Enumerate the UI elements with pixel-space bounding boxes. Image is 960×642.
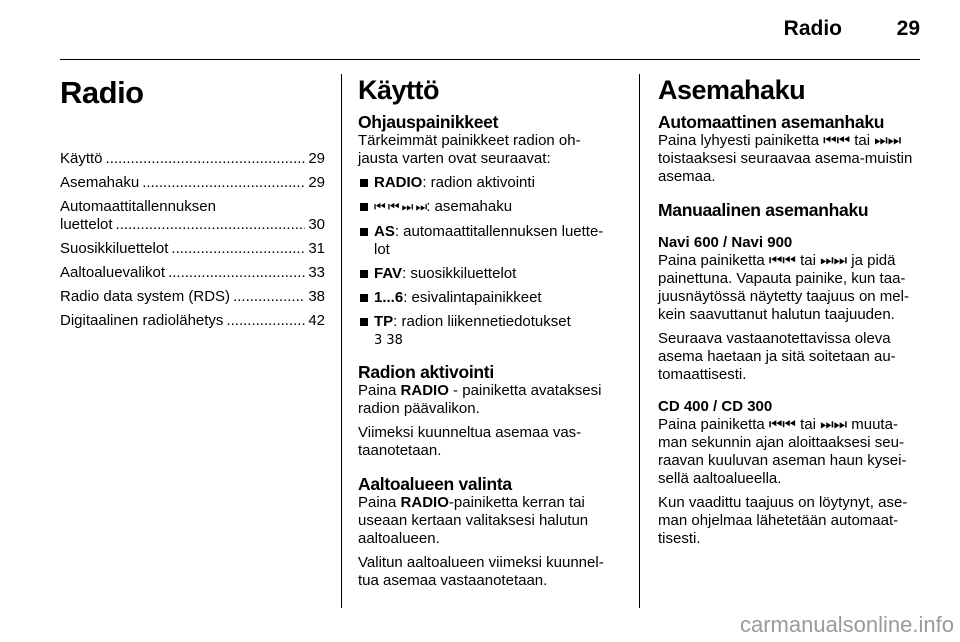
toc-leader [233, 288, 305, 306]
toc-label: Asemahaku [60, 174, 140, 191]
heading-cd: CD 400 / CD 300 [658, 398, 773, 415]
toc-page: 42 [308, 312, 325, 329]
bullet-icon [360, 179, 368, 187]
bullet-icon [360, 203, 368, 211]
list-item: RADIO: radion aktivointi [358, 174, 623, 192]
toc-label: Käyttö [60, 150, 103, 167]
column-divider-2 [639, 74, 640, 608]
toc-leader [106, 150, 306, 168]
column-usage [358, 74, 623, 590]
toc-label: Radio data system (RDS) [60, 288, 231, 305]
band-paragraph-2: Valitun aaltoalueen viimeksi kuunnel- tua asemaa vastaanotetaan. [358, 554, 604, 589]
list-item: ⏮ ⏮ ⏭ ⏭: asemahaku [358, 198, 623, 217]
bullet-icon [360, 318, 368, 326]
toc-leader [171, 240, 305, 258]
toc-entry[interactable] [60, 240, 325, 258]
heading-manual-search: Manuaalinen asemanhaku [658, 200, 869, 220]
watermark-text: carmanualsonline.info [739, 612, 954, 637]
page-header [0, 0, 960, 60]
navi-paragraph-1: Paina painiketta ⏮⏮ tai ⏭⏭ ja pidä painettuna. Vapauta painike, kun taa-juusnäytössä näytetty taajuus on mel-kein saavuttanut halutun taajuuden. [658, 252, 909, 323]
key-label: 1...6 [374, 289, 404, 306]
header-rule [60, 59, 920, 60]
toc-leader [116, 216, 306, 234]
auto-search-paragraph: Paina lyhyesti painiketta ⏮⏮ tai ⏭⏭ toistaaksesi seuraavaa asema-muistin asemaa. [658, 132, 913, 185]
column-station-search [658, 74, 923, 548]
column-divider-1 [341, 74, 342, 608]
page-reference-link[interactable]: 3 38 [374, 333, 403, 348]
section-title-search: Asemahaku [658, 75, 806, 105]
header-page-number: 29 [896, 17, 920, 40]
band-paragraph: Paina RADIO-painiketta kerran tai useaan kertaan valitaksesi halutun aaltoalueen. [358, 494, 589, 547]
controls-intro: Tärkeimmät painikkeet radion oh- jausta varten ovat seuraavat: [358, 132, 581, 167]
key-label: RADIO [374, 174, 423, 191]
cd-paragraph-2: Kun vaadittu taajuus on löytynyt, ase-man ohjelmaa lähetetään automaat-tisesti. [658, 494, 908, 547]
controls-list [358, 174, 623, 350]
toc-page: 33 [308, 264, 325, 281]
key-label: FAV [374, 265, 403, 282]
activate-paragraph: Paina RADIO - painiketta avataksesi radion päävalikon. [358, 382, 602, 417]
toc-entry[interactable] [60, 150, 325, 168]
heading-band: Aaltoalueen valinta [358, 474, 512, 494]
list-item: TP: radion liikennetiedotukset 3 38 [358, 313, 623, 350]
toc-entry[interactable] [60, 312, 325, 330]
table-of-contents [60, 150, 325, 330]
heading-auto-search: Automaattinen asemanhaku [658, 112, 885, 132]
chapter-title: Radio [60, 75, 144, 110]
list-item: 1...6: esivalintapainikkeet [358, 289, 623, 307]
toc-leader [226, 312, 305, 330]
toc-label: luettelot [60, 216, 113, 233]
seek-buttons-icon: ⏮ ⏮ ⏭ ⏭ [374, 200, 427, 215]
toc-label: Digitaalinen radiolähetys [60, 312, 224, 329]
bullet-icon [360, 294, 368, 302]
heading-activate: Radion aktivointi [358, 362, 494, 382]
toc-page: 30 [308, 216, 325, 233]
toc-entry[interactable] [60, 174, 325, 192]
heading-navi: Navi 600 / Navi 900 [658, 234, 793, 251]
toc-leader [142, 174, 305, 192]
list-item: FAV: suosikkiluettelot [358, 265, 623, 283]
column-toc [60, 74, 325, 336]
cd-paragraph-1: Paina painiketta ⏮⏮ tai ⏭⏭ muuta-man sekunnin ajan aloittaaksesi seu-raavan kuuluvan aseman haun kysei-sellä aaltoalueella. [658, 416, 907, 487]
heading-controls: Ohjauspainikkeet [358, 112, 499, 132]
toc-label: Suosikkiluettelot [60, 240, 169, 257]
toc-entry[interactable] [60, 264, 325, 282]
toc-label: Aaltoaluevalikot [60, 264, 166, 281]
toc-leader [168, 264, 305, 282]
toc-page: 29 [308, 150, 325, 167]
navi-paragraph-2: Seuraava vastaanotettavissa oleva asema haetaan ja sitä soitetaan au-tomaattisesti. [658, 330, 896, 383]
toc-label-line1: Automaattitallennuksen [60, 198, 216, 215]
bullet-icon [360, 228, 368, 236]
list-item: AS: automaattitallennuksen luette- lot [358, 223, 623, 259]
toc-page: 29 [308, 174, 325, 191]
activate-paragraph-2: Viimeksi kuunneltua asemaa vas- taanotetaan. [358, 424, 582, 459]
header-section-title: Radio [783, 17, 842, 40]
toc-entry[interactable] [60, 288, 325, 306]
toc-page: 38 [308, 288, 325, 305]
toc-entry[interactable] [60, 198, 325, 234]
key-label: AS [374, 223, 395, 240]
bullet-icon [360, 270, 368, 278]
section-title-usage: Käyttö [358, 75, 440, 105]
toc-page: 31 [308, 240, 325, 257]
key-label: TP [374, 313, 394, 330]
